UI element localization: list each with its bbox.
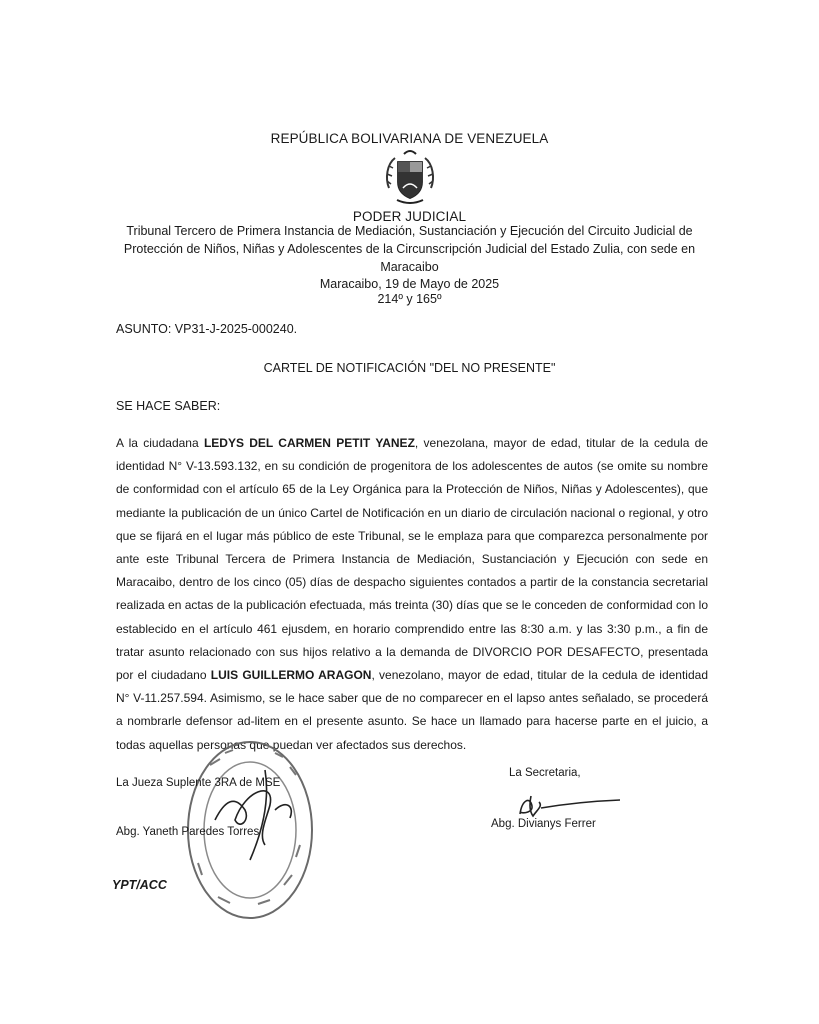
plaintiff-name: LUIS GUILLERMO ARAGON bbox=[210, 668, 372, 683]
body-text-1: A la ciudadana bbox=[116, 436, 204, 450]
court-line-1: Tribunal Tercero de Primera Instancia de Mediación, Sustanciación y Ejecución del Circuito Judicial de bbox=[126, 224, 693, 238]
court-line-2: Protección de Niños, Niñas y Adolescentes de la Circunscripción Judicial del Estado Zulia, con sede en bbox=[123, 242, 696, 256]
body-text-2: , venezolana, mayor de edad, titular de la cedula de identidad N° V-13.593.132, en su condición de progenitora de los adolescentes de autos (se omite su nombre de conformidad con el artículo 65 de la Ley Orgánica para la Protección de Niños, Niñas y Adolescentes), que mediante la publicación de un único Cartel de Notificación en un diario de circulación nacional o regional, y otro que se fijará en el lugar más público de este Tribunal, se le emplaza para que comparezca personalmente por ante este Tribunal Tercera de Primera Instancia de Mediación, Sustanciación y Ejecución con sede en Maracaibo, dentro de los cinco (05) días de despacho siguientes contados a partir de la constancia secretarial realizada en actas de la publicación efectuada, más treinta (30) días que se le conceden de conformidad con lo establecido en el artículo 461 ejusdem, en horario comprendido entre las 8:30 a.m. y las 3:30 p.m., a fin de tratar asunto relacionado con sus hijos relativo a la demanda de DIVORCIO POR DESAFECTO, presentada por el ciudadano bbox=[116, 436, 708, 683]
judge-title: La Jueza Suplente 3RA de MSE bbox=[116, 777, 281, 789]
branch-heading: PODER JUDICIAL bbox=[352, 209, 467, 224]
body-text-3: , venezolano, mayor de edad, titular de la cedula de identidad N° V-11.257.594. Asimismo, se le hace saber que de no comparecer en el lapso antes señalado, se procederá a nombrarle defensor ad-litem en el presente asunto. Se hace un llamado para hacerse parte en el juicio, a todas aquellas personas que puedan ver afectados sus derechos. bbox=[116, 668, 708, 752]
respondent-name: LEDYS DEL CARMEN PETIT YANEZ bbox=[203, 436, 415, 450]
secretary-title: La Secretaria, bbox=[509, 767, 581, 779]
independence-years: 214º y 165º bbox=[377, 292, 442, 306]
country-heading: REPÚBLICA BOLIVARIANA DE VENEZUELA bbox=[270, 131, 549, 146]
notice-heading: SE HACE SABER: bbox=[116, 399, 221, 413]
document-date: Maracaibo, 19 de Mayo de 2025 bbox=[319, 277, 500, 291]
document-initials: YPT/ACC bbox=[112, 878, 167, 892]
court-line-3: Maracaibo bbox=[380, 260, 439, 274]
notice-body bbox=[116, 432, 708, 757]
secretary-name: Abg. Divianys Ferrer bbox=[491, 818, 596, 830]
case-subject: ASUNTO: VP31-J-2025-000240. bbox=[116, 322, 298, 336]
coat-of-arms-icon bbox=[381, 148, 439, 206]
notice-title: CARTEL DE NOTIFICACIÓN "DEL NO PRESENTE" bbox=[263, 361, 556, 375]
judge-name: Abg. Yaneth Paredes Torres bbox=[116, 826, 260, 838]
